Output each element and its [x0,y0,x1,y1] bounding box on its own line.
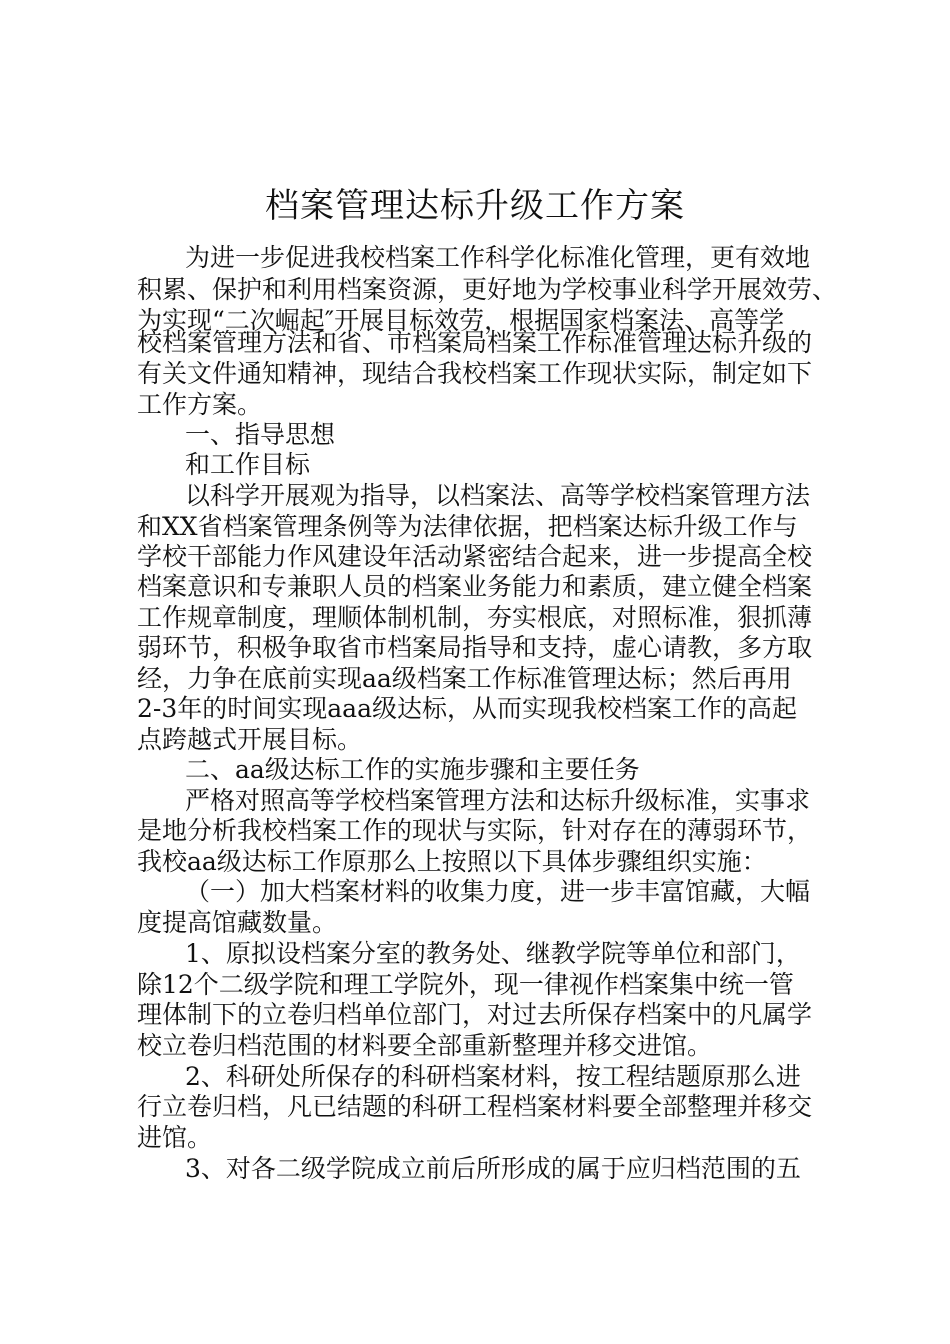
text-line: 校立卷归档范围的材料要全部重新整理并移交进馆。 [137,1031,713,1060]
text-line: 档案意识和专兼职人员的档案业务能力和素质，建立健全档案 [137,572,813,601]
text-line: 行立卷归档，凡已结题的科研工程档案材料要全部整理并移交 [137,1092,813,1121]
text-line: 度提高馆藏数量。 [137,908,338,937]
text-line: 理体制下的立卷归档单位部门，对过去所保存档案中的凡属学 [137,1000,813,1029]
text-line: 以科学开展观为指导，以档案法、高等学校档案管理方法 [185,481,811,510]
text-line: 积累、保护和利用档案资源，更好地为学校事业科学开展效劳、 [137,275,838,304]
text-line: 工作规章制度，理顺体制机制，夯实根底，对照标准，狠抓薄 [137,603,813,632]
text-line: 2、科研处所保存的科研档案材料，按工程结题原那么进 [185,1062,801,1091]
text-line: 3、对各二级学院成立前后所形成的属于应归档范围的五 [185,1154,801,1183]
text-line: 严格对照高等学校档案管理方法和达标升级标准，实事求 [185,786,811,815]
text-line: 为进一步促进我校档案工作科学化标准化管理，更有效地 [185,243,811,272]
text-line: 除12个二级学院和理工学院外，现一律视作档案集中统一管 [137,970,794,999]
document-title: 档案管理达标升级工作方案 [265,186,685,226]
text-line: 进馆。 [137,1123,213,1152]
text-line: 有关文件通知精神，现结合我校档案工作现状实际，制定如下 [137,359,813,388]
text-line: 是地分析我校档案工作的现状与实际，针对存在的薄弱环节， [137,816,813,845]
section-heading: 一、指导思想 [185,420,336,449]
section-heading: 二、aa级达标工作的实施步骤和主要任务 [185,755,640,784]
text-line: 经，力争在底前实现aa级档案工作标准管理达标；然后再用 [137,664,792,693]
text-line: （一）加大档案材料的收集力度，进一步丰富馆藏，大幅 [185,877,811,906]
text-line: 点跨越式开展目标。 [137,725,363,754]
text-line: 我校aa级达标工作原那么上按照以下具体步骤组织实施： [137,847,767,876]
text-line: 学校干部能力作风建设年活动紧密结合起来，进一步提高全校 [137,542,813,571]
section-heading: 和工作目标 [185,450,311,479]
text-line: 2-3年的时间实现aaa级达标，从而实现我校档案工作的高起 [137,694,797,723]
text-line: 和XX省档案管理条例等为法律依据，把档案达标升级工作与 [137,512,798,541]
text-line: 1、原拟设档案分室的教务处、继教学院等单位和部门， [185,939,801,968]
text-line: 弱环节，积极争取省市档案局指导和支持，虚心请教，多方取 [137,633,813,662]
text-line: 校档案管理方法和省、市档案局档案工作标准管理达标升级的 [137,328,813,357]
text-line: 为实现“二次崛起″开展目标效劳，根据国家档案法、高等学 [137,306,785,335]
text-line: 工作方案。 [137,390,263,419]
